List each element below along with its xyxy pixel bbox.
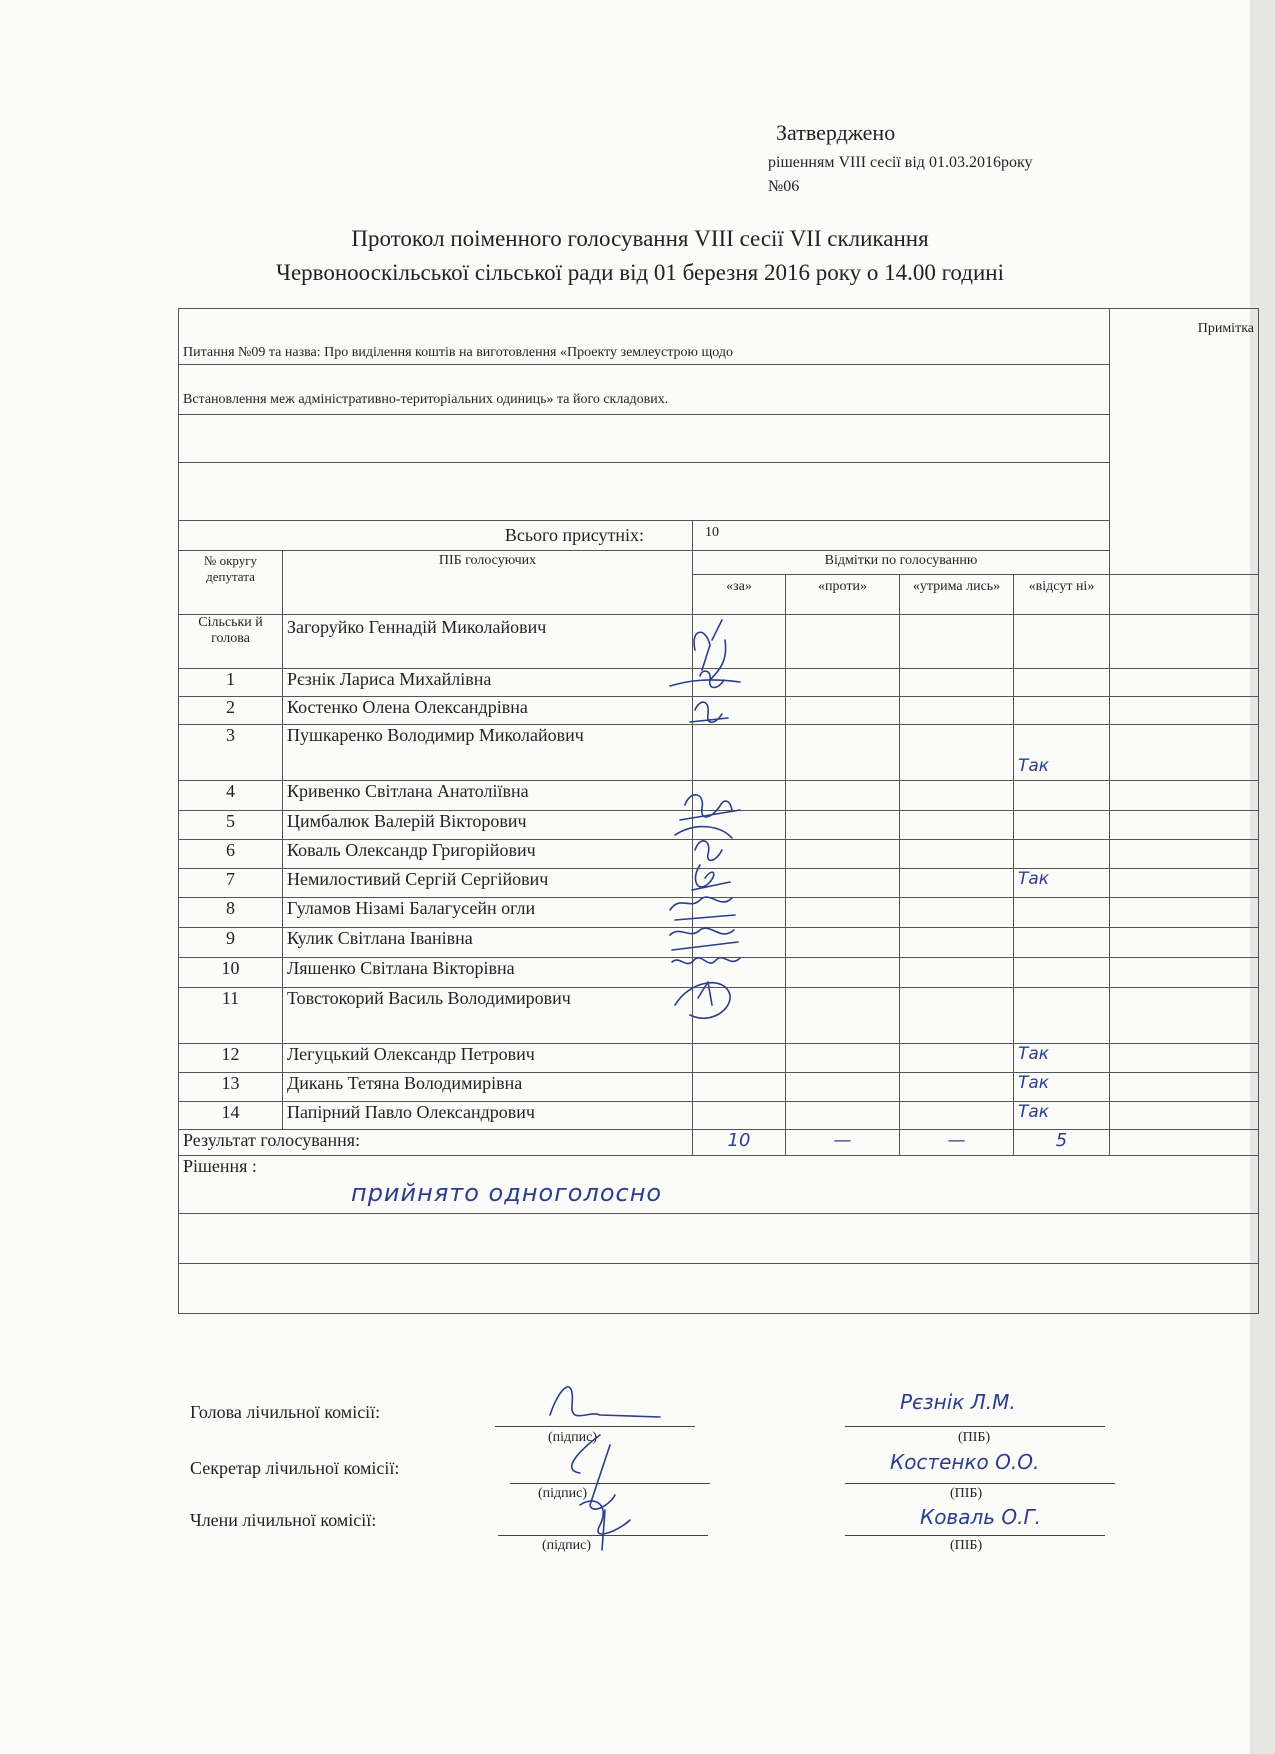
vote-abstain-cell — [900, 928, 1014, 958]
deputy-number: 11 — [179, 988, 283, 1044]
note-header: Примітка — [1110, 309, 1259, 575]
vote-against-cell — [786, 1073, 900, 1102]
decision-blank-row — [179, 1214, 1259, 1264]
vote-abstain-cell — [900, 840, 1014, 869]
decision-label: Рішення : — [183, 1156, 257, 1176]
note-cell — [1110, 898, 1259, 928]
commission-signatures — [520, 1355, 720, 1555]
signature-caption: (підпис) — [542, 1538, 592, 1553]
question-line1: Питання №09 та назва: Про виділення коштів на виготовлення «Проекту землеустрою щодо — [179, 309, 1110, 365]
commission-head-label: Голова лічильної комісії: — [190, 1402, 381, 1422]
deputy-number: 5 — [179, 811, 283, 840]
deputy-name: Кулик Світлана Іванівна — [283, 928, 693, 958]
result-label: Результат голосування: — [179, 1130, 693, 1156]
column-name: ПІБ голосуючих — [283, 551, 693, 615]
signature-stroke — [670, 897, 735, 920]
note-cell — [1110, 615, 1259, 669]
result-for: 10 — [693, 1130, 786, 1156]
note-cell — [1110, 811, 1259, 840]
note-cell — [1110, 725, 1259, 781]
deputy-number: 9 — [179, 928, 283, 958]
approved-decision-line: рішенням VIII сесії від 01.03.2016року — [768, 154, 1033, 171]
vote-absent-cell — [1014, 958, 1110, 988]
deputy-name: Кривенко Світлана Анатоліївна — [283, 781, 693, 811]
column-abstain: «утрима лись» — [900, 575, 1014, 615]
deputy-name: Костенко Олена Олександрівна — [283, 697, 693, 725]
vote-against-cell — [786, 1102, 900, 1130]
vote-abstain-cell — [900, 1073, 1014, 1102]
deputy-name: Цимбалюк Валерій Вікторович — [283, 811, 693, 840]
note-cell — [1110, 697, 1259, 725]
note-cell — [1110, 1044, 1259, 1073]
deputy-number: 6 — [179, 840, 283, 869]
deputy-number: 1 — [179, 669, 283, 697]
name-caption: (ПІБ) — [950, 1486, 983, 1501]
result-abstain: — — [900, 1130, 1014, 1156]
decision-row — [179, 1156, 1259, 1214]
vote-for-cell — [693, 1073, 786, 1102]
signature-stroke — [675, 827, 732, 861]
vote-abstain-cell — [900, 615, 1014, 669]
vote-absent-cell — [1014, 669, 1110, 697]
attendance-count: 10 — [693, 521, 1110, 551]
name-line — [845, 1482, 1115, 1484]
question-blank-row — [179, 415, 1110, 463]
deputy-number: 8 — [179, 898, 283, 928]
approved-title: Затверджено — [776, 120, 896, 145]
signature-stroke — [670, 928, 738, 950]
deputy-number: Сільськи й голова — [179, 615, 283, 669]
signature-caption: (підпис) — [548, 1430, 598, 1445]
note-cell — [1110, 575, 1259, 615]
signature-stroke — [550, 1387, 660, 1417]
attendance-label: Всього присутніх: — [179, 521, 693, 551]
name-caption: (ПІБ) — [958, 1430, 991, 1445]
signature-stroke — [675, 982, 730, 1018]
deputy-name: Немилостивий Сергій Сергійович — [283, 869, 693, 898]
vote-absent-cell — [1014, 898, 1110, 928]
vote-abstain-cell — [900, 898, 1014, 928]
vote-abstain-cell — [900, 958, 1014, 988]
vote-abstain-cell — [900, 811, 1014, 840]
deputy-number: 7 — [179, 869, 283, 898]
note-cell — [1110, 781, 1259, 811]
protocol-title-line2: Червонооскільської сільської ради від 01 березня 2016 року о 14.00 годині — [276, 260, 1004, 285]
vote-abstain-cell — [900, 697, 1014, 725]
deputy-name: Легуцький Олександр Петрович — [283, 1044, 693, 1073]
note-cell — [1110, 928, 1259, 958]
deputy-name: Пушкаренко Володимир Миколайович — [283, 725, 693, 781]
decision-blank-row — [179, 1264, 1259, 1314]
column-marks: Відмітки по голосуванню — [693, 551, 1110, 575]
vote-absent-cell — [1014, 781, 1110, 811]
vote-abstain-cell — [900, 781, 1014, 811]
deputy-number: 13 — [179, 1073, 283, 1102]
deputy-name: Папірний Павло Олександрович — [283, 1102, 693, 1130]
deputy-number: 12 — [179, 1044, 283, 1073]
vote-absent-cell: Так — [1014, 869, 1110, 898]
vote-against-cell — [786, 1044, 900, 1073]
vote-abstain-cell — [900, 669, 1014, 697]
signature-caption: (підпис) — [538, 1486, 588, 1501]
commission-secretary-label: Секретар лічильної комісії: — [190, 1458, 400, 1478]
protocol-title-line1: Протокол поіменного голосування VIII сесії VII скликання — [351, 226, 929, 251]
vote-for-cell — [693, 1102, 786, 1130]
vote-abstain-cell — [900, 1044, 1014, 1073]
vote-absent-cell: Так — [1014, 1102, 1110, 1130]
vote-absent-cell: Так — [1014, 725, 1110, 781]
result-against: — — [786, 1130, 900, 1156]
vote-abstain-cell — [900, 725, 1014, 781]
vote-absent-cell: Так — [1014, 1073, 1110, 1102]
deputy-name: Ляшенко Світлана Вікторівна — [283, 958, 693, 988]
vote-absent-cell: Так — [1014, 1044, 1110, 1073]
column-district: № округу депутата — [179, 551, 283, 615]
vote-abstain-cell — [900, 988, 1014, 1044]
note-cell — [1110, 1102, 1259, 1130]
deputy-name: Дикань Тетяна Володимирівна — [283, 1073, 693, 1102]
signature-stroke — [694, 620, 726, 680]
name-line — [845, 1425, 1105, 1427]
deputy-number: 10 — [179, 958, 283, 988]
note-cell — [1110, 869, 1259, 898]
decision-text: прийнято одноголосно — [351, 1179, 663, 1207]
vote-abstain-cell — [900, 1102, 1014, 1130]
result-absent: 5 — [1014, 1130, 1110, 1156]
signature-stroke — [680, 795, 740, 820]
note-cell — [1110, 669, 1259, 697]
deputy-name: Товстокорий Василь Володимирович — [283, 988, 693, 1044]
signature-stroke — [670, 671, 740, 687]
note-cell — [1110, 1130, 1259, 1156]
note-cell — [1110, 958, 1259, 988]
signature-stroke — [572, 1435, 615, 1509]
vote-absent-cell — [1014, 928, 1110, 958]
vote-for-signatures — [650, 610, 810, 1030]
signature-stroke — [690, 702, 728, 722]
vote-absent-cell — [1014, 840, 1110, 869]
vote-absent-cell — [1014, 988, 1110, 1044]
commission-members-label: Члени лічильної комісії: — [190, 1510, 377, 1530]
deputy-name: Гуламов Нізамі Балагусейн огли — [283, 898, 693, 928]
vote-absent-cell — [1014, 811, 1110, 840]
deputy-number: 14 — [179, 1102, 283, 1130]
note-cell — [1110, 988, 1259, 1044]
vote-for-cell — [693, 1044, 786, 1073]
vote-abstain-cell — [900, 869, 1014, 898]
column-against: «проти» — [786, 575, 900, 615]
approved-decision-number: №06 — [768, 178, 800, 195]
vote-absent-cell — [1014, 615, 1110, 669]
commission-head-name: Рєзнік Л.М. — [900, 1390, 1016, 1414]
deputy-name: Коваль Олександр Григорійович — [283, 840, 693, 869]
note-cell — [1110, 1073, 1259, 1102]
deputy-number: 2 — [179, 697, 283, 725]
signature-stroke — [672, 958, 740, 964]
deputy-name: Рєзнік Лариса Михайлівна — [283, 669, 693, 697]
column-absent: «відсут ні» — [1014, 575, 1110, 615]
name-caption: (ПІБ) — [950, 1538, 983, 1553]
deputy-name: Загоруйко Геннадій Миколайович — [283, 615, 693, 669]
name-line — [845, 1534, 1105, 1536]
deputy-number: 3 — [179, 725, 283, 781]
commission-members-name: Коваль О.Г. — [920, 1505, 1042, 1529]
question-blank-row — [179, 463, 1110, 521]
deputy-number: 4 — [179, 781, 283, 811]
column-for: «за» — [693, 575, 786, 615]
question-line2: Встановлення меж адміністративно-територіальних одиниць» та його складових. — [179, 365, 1110, 415]
note-cell — [1110, 840, 1259, 869]
vote-absent-cell — [1014, 697, 1110, 725]
signature-stroke — [692, 865, 730, 890]
commission-secretary-name: Костенко О.О. — [890, 1450, 1040, 1474]
signature-stroke — [580, 1501, 630, 1550]
